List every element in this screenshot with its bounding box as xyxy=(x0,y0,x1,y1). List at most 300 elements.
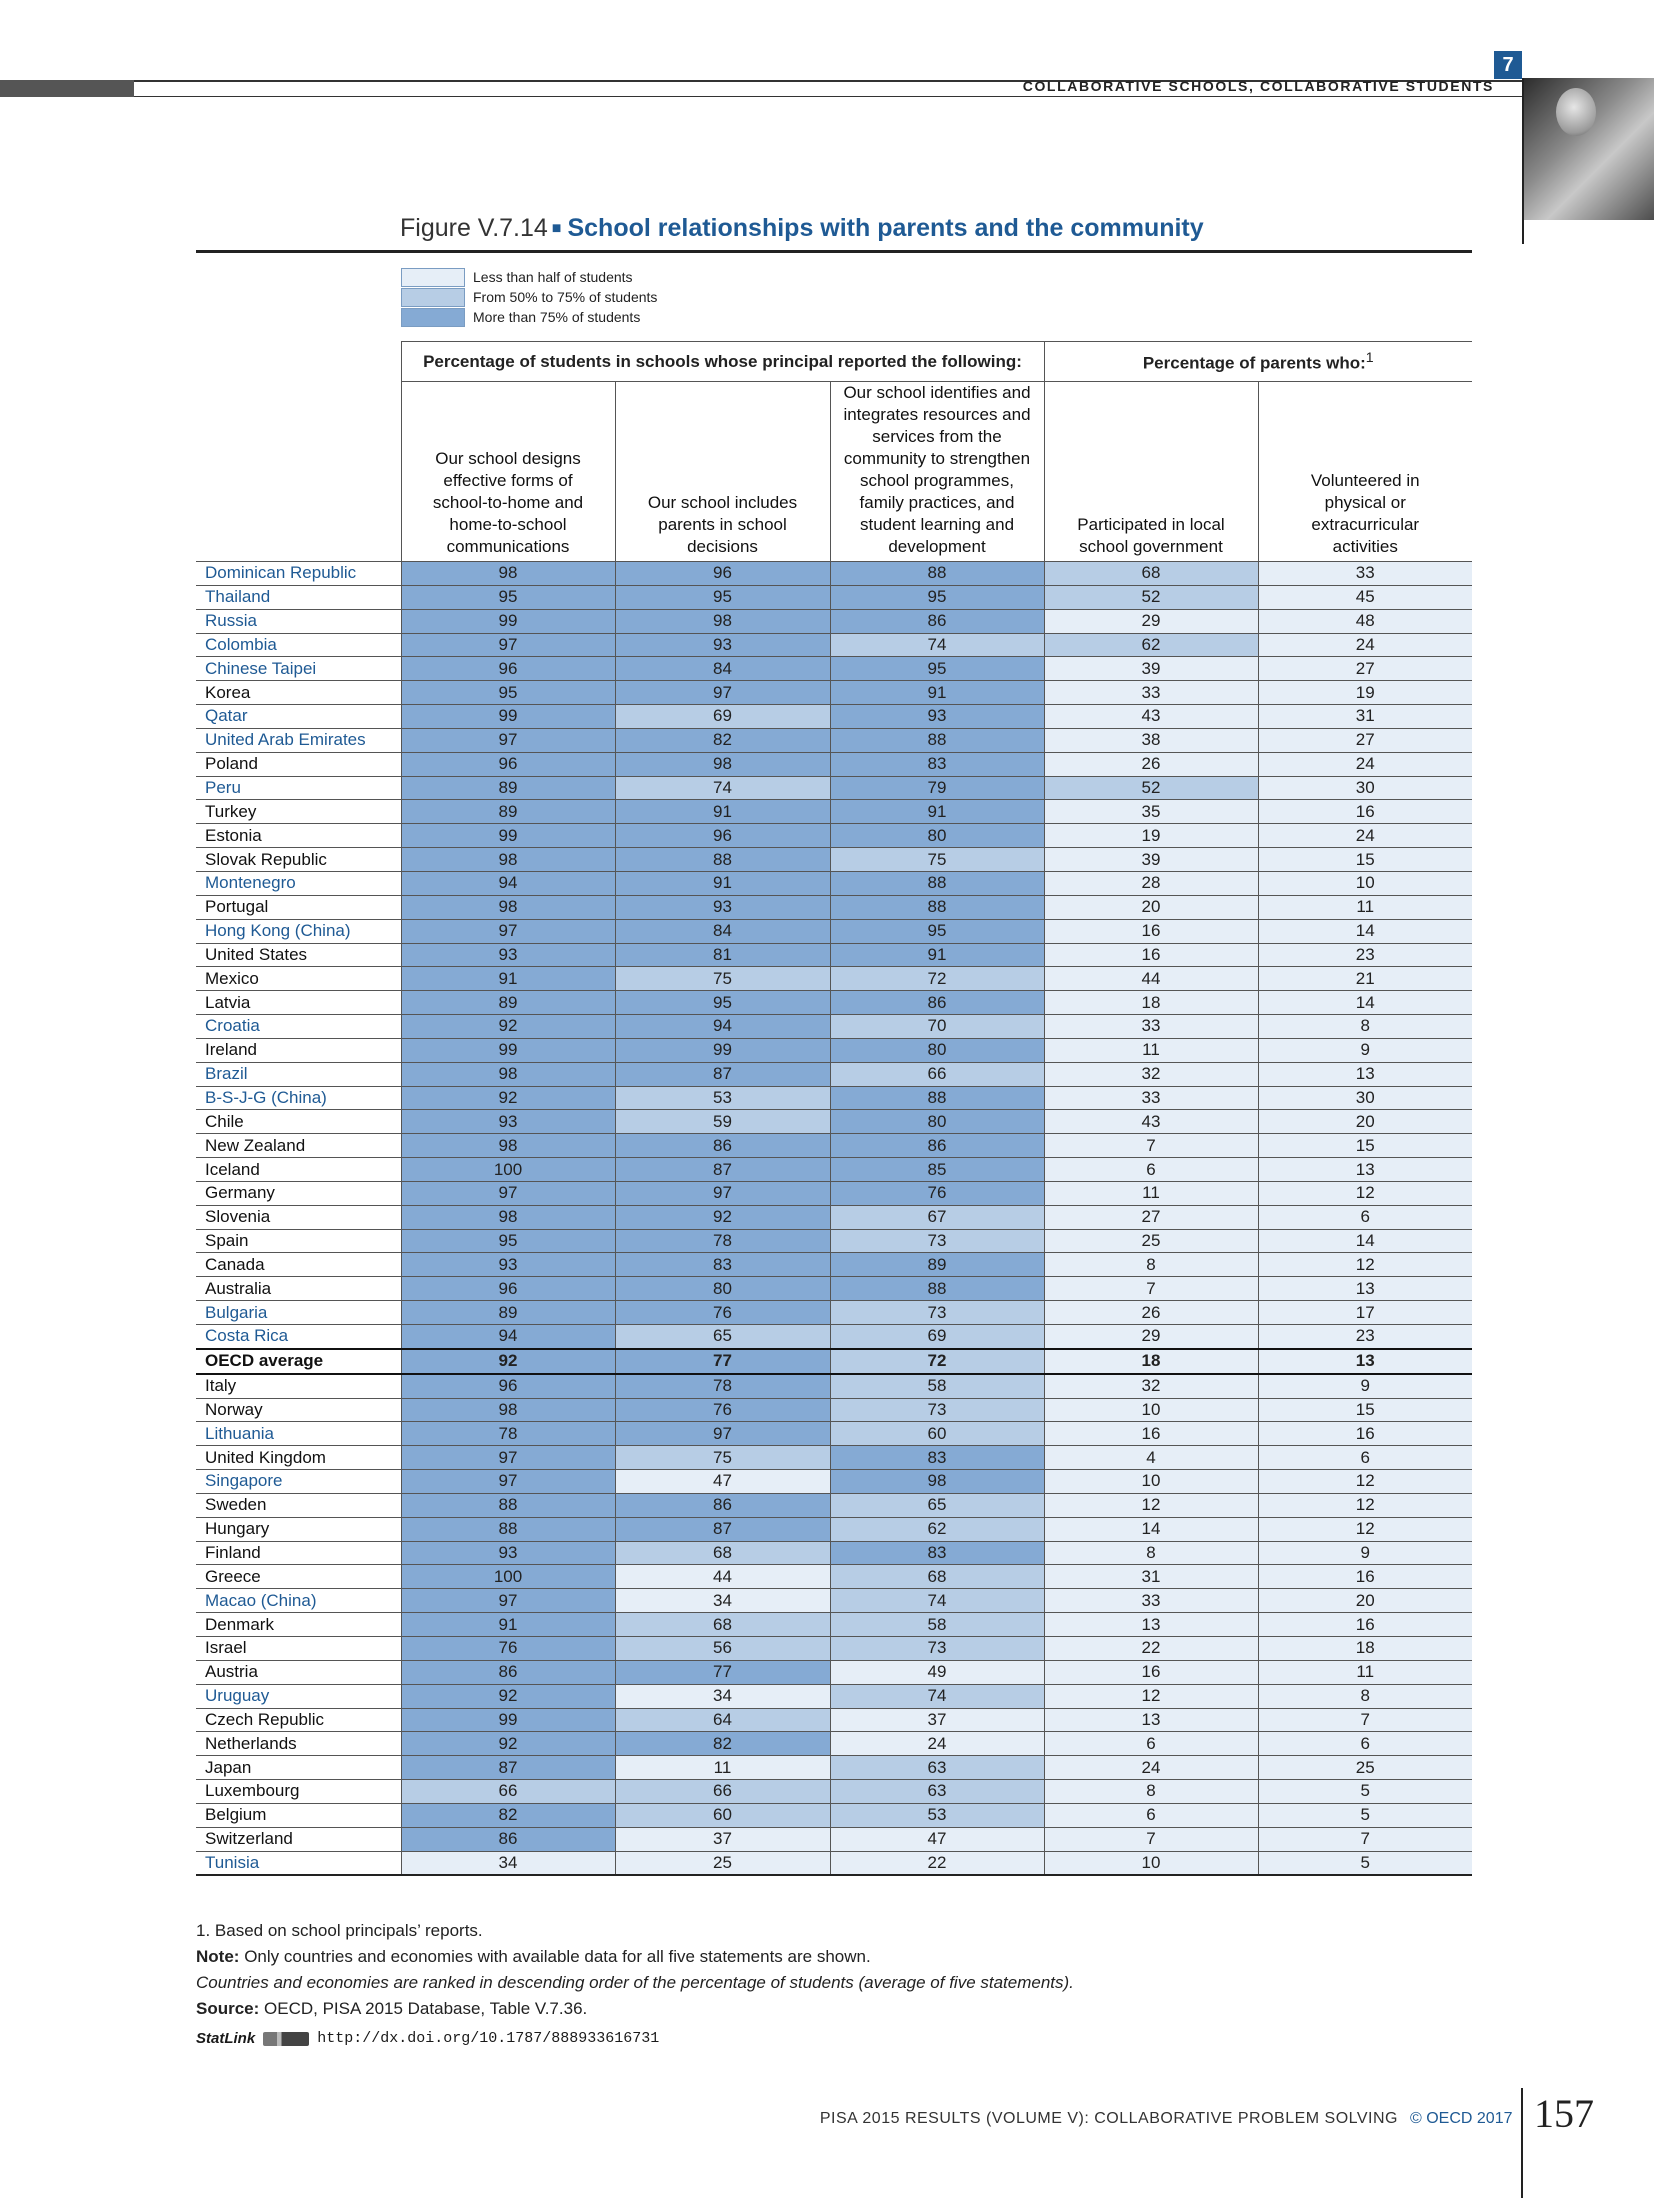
value-cell: 99 xyxy=(401,705,615,729)
value-cell: 37 xyxy=(830,1708,1044,1732)
column-header-communications: Our school designs effective forms of school-to-home and home-to-school communications xyxy=(401,382,615,562)
value-cell: 24 xyxy=(830,1732,1044,1756)
value-cell: 82 xyxy=(615,1732,830,1756)
group-header-parents xyxy=(1044,342,1472,382)
value-cell: 20 xyxy=(1044,895,1258,919)
figure-name: School relationships with parents and the community xyxy=(567,214,1204,242)
table-row xyxy=(196,1803,1472,1827)
source-label: Source: xyxy=(196,1999,260,2018)
value-cell: 76 xyxy=(615,1301,830,1325)
country-name: Slovak Republic xyxy=(196,848,401,872)
value-cell: 34 xyxy=(401,1851,615,1875)
value-cell: 53 xyxy=(830,1803,1044,1827)
value-cell: 24 xyxy=(1258,752,1472,776)
value-cell: 5 xyxy=(1258,1851,1472,1875)
country-name: Hungary xyxy=(196,1517,401,1541)
value-cell: 95 xyxy=(615,991,830,1015)
country-name: Finland xyxy=(196,1541,401,1565)
value-cell: 82 xyxy=(401,1803,615,1827)
value-cell: 92 xyxy=(615,1205,830,1229)
value-cell: 23 xyxy=(1258,1325,1472,1349)
value-cell: 9 xyxy=(1258,1374,1472,1398)
value-cell: 23 xyxy=(1258,943,1472,967)
value-cell: 73 xyxy=(830,1398,1044,1422)
value-cell: 81 xyxy=(615,943,830,967)
value-cell: 87 xyxy=(615,1062,830,1086)
value-cell: 25 xyxy=(1258,1756,1472,1780)
value-cell: 97 xyxy=(401,1181,615,1205)
country-name: Portugal xyxy=(196,895,401,919)
country-name: Russia xyxy=(196,609,401,633)
value-cell: 63 xyxy=(830,1756,1044,1780)
country-name: Spain xyxy=(196,1229,401,1253)
table-row xyxy=(196,1541,1472,1565)
table-row xyxy=(196,1827,1472,1851)
value-cell: 12 xyxy=(1258,1517,1472,1541)
table-row xyxy=(196,585,1472,609)
value-cell: 62 xyxy=(830,1517,1044,1541)
value-cell: 62 xyxy=(1044,633,1258,657)
table-row xyxy=(196,1422,1472,1446)
legend-item xyxy=(401,267,657,287)
value-cell: 88 xyxy=(830,871,1044,895)
value-cell: 8 xyxy=(1258,1015,1472,1039)
value-cell: 75 xyxy=(615,967,830,991)
value-cell: 13 xyxy=(1258,1277,1472,1301)
value-cell: 83 xyxy=(615,1253,830,1277)
value-cell: 69 xyxy=(615,705,830,729)
notes xyxy=(196,1918,1074,2022)
value-cell: 95 xyxy=(401,1229,615,1253)
value-cell: 33 xyxy=(1044,1589,1258,1613)
value-cell: 39 xyxy=(1044,848,1258,872)
value-cell: 64 xyxy=(615,1708,830,1732)
value-cell: 10 xyxy=(1044,1398,1258,1422)
value-cell: 98 xyxy=(401,1398,615,1422)
value-cell: 94 xyxy=(615,1015,830,1039)
value-cell: 15 xyxy=(1258,848,1472,872)
value-cell: 11 xyxy=(1258,1660,1472,1684)
value-cell: 75 xyxy=(830,848,1044,872)
note-line xyxy=(196,1944,1074,1970)
value-cell: 82 xyxy=(615,728,830,752)
value-cell: 60 xyxy=(615,1803,830,1827)
table-row xyxy=(196,1732,1472,1756)
country-name: Uruguay xyxy=(196,1684,401,1708)
value-cell: 7 xyxy=(1258,1827,1472,1851)
value-cell: 95 xyxy=(401,681,615,705)
value-cell: 33 xyxy=(1044,1086,1258,1110)
country-name: Slovenia xyxy=(196,1205,401,1229)
value-cell: 87 xyxy=(615,1517,830,1541)
value-cell: 24 xyxy=(1258,633,1472,657)
table-row xyxy=(196,1158,1472,1182)
value-cell: 52 xyxy=(1044,776,1258,800)
value-cell: 9 xyxy=(1258,1038,1472,1062)
value-cell: 38 xyxy=(1044,728,1258,752)
country-name: Chile xyxy=(196,1110,401,1134)
value-cell: 92 xyxy=(401,1086,615,1110)
country-name: Poland xyxy=(196,752,401,776)
value-cell: 100 xyxy=(401,1565,615,1589)
chapter-photo-face xyxy=(1556,88,1596,136)
statlink-label: StatLink xyxy=(196,2030,256,2047)
table-row xyxy=(196,1493,1472,1517)
note-text: Only countries and economies with available data for all five statements are shown. xyxy=(244,1947,871,1966)
value-cell: 13 xyxy=(1258,1062,1472,1086)
value-cell: 79 xyxy=(830,776,1044,800)
value-cell: 29 xyxy=(1044,1325,1258,1349)
value-cell: 97 xyxy=(401,728,615,752)
table-row xyxy=(196,562,1472,586)
table-row xyxy=(196,1229,1472,1253)
value-cell: 96 xyxy=(401,1277,615,1301)
value-cell: 27 xyxy=(1258,657,1472,681)
value-cell: 93 xyxy=(615,633,830,657)
table-row xyxy=(196,705,1472,729)
value-cell: 91 xyxy=(615,871,830,895)
country-name: Sweden xyxy=(196,1493,401,1517)
value-cell: 84 xyxy=(615,919,830,943)
value-cell: 48 xyxy=(1258,609,1472,633)
country-name: Switzerland xyxy=(196,1827,401,1851)
table-row xyxy=(196,919,1472,943)
table-row xyxy=(196,1398,1472,1422)
value-cell: 34 xyxy=(615,1589,830,1613)
value-cell: 72 xyxy=(830,967,1044,991)
value-cell: 8 xyxy=(1044,1541,1258,1565)
value-cell: 77 xyxy=(615,1349,830,1374)
country-name: Singapore xyxy=(196,1470,401,1494)
value-cell: 8 xyxy=(1258,1684,1472,1708)
table-row xyxy=(196,657,1472,681)
value-cell: 6 xyxy=(1044,1803,1258,1827)
country-name: Denmark xyxy=(196,1613,401,1637)
value-cell: 97 xyxy=(615,681,830,705)
country-name: Lithuania xyxy=(196,1422,401,1446)
value-cell: 89 xyxy=(401,991,615,1015)
legend-label: More than 75% of students xyxy=(473,309,641,325)
value-cell: 58 xyxy=(830,1613,1044,1637)
legend-label: From 50% to 75% of students xyxy=(473,289,658,305)
country-name: Macao (China) xyxy=(196,1589,401,1613)
table-row xyxy=(196,1015,1472,1039)
value-cell: 76 xyxy=(615,1398,830,1422)
value-cell: 28 xyxy=(1044,871,1258,895)
table-body xyxy=(196,562,1472,1876)
value-cell: 20 xyxy=(1258,1110,1472,1134)
country-name: Mexico xyxy=(196,967,401,991)
footnote-marker: 1 xyxy=(1365,349,1374,366)
country-name: Latvia xyxy=(196,991,401,1015)
value-cell: 14 xyxy=(1258,1229,1472,1253)
country-name: Belgium xyxy=(196,1803,401,1827)
photo-divider xyxy=(1522,220,1524,244)
value-cell: 15 xyxy=(1258,1134,1472,1158)
value-cell: 97 xyxy=(615,1422,830,1446)
country-name: Japan xyxy=(196,1756,401,1780)
value-cell: 33 xyxy=(1044,681,1258,705)
source-text: OECD, PISA 2015 Database, Table V.7.36. xyxy=(264,1999,588,2018)
statlink-icon xyxy=(263,2032,309,2046)
value-cell: 24 xyxy=(1258,824,1472,848)
table-row xyxy=(196,1253,1472,1277)
value-cell: 73 xyxy=(830,1636,1044,1660)
country-name: Hong Kong (China) xyxy=(196,919,401,943)
country-name: United Kingdom xyxy=(196,1446,401,1470)
value-cell: 91 xyxy=(401,967,615,991)
value-cell: 65 xyxy=(615,1325,830,1349)
value-cell: 99 xyxy=(401,824,615,848)
footnote: 1. Based on school principals’ reports. xyxy=(196,1921,483,1940)
value-cell: 67 xyxy=(830,1205,1044,1229)
value-cell: 7 xyxy=(1044,1827,1258,1851)
country-name: Korea xyxy=(196,681,401,705)
country-name: Israel xyxy=(196,1636,401,1660)
country-name: New Zealand xyxy=(196,1134,401,1158)
value-cell: 84 xyxy=(615,657,830,681)
value-cell: 88 xyxy=(615,848,830,872)
statlink[interactable] xyxy=(196,2030,659,2047)
value-cell: 92 xyxy=(401,1732,615,1756)
value-cell: 89 xyxy=(401,800,615,824)
value-cell: 8 xyxy=(1044,1253,1258,1277)
figure-number: Figure V.7.14 xyxy=(400,214,548,242)
value-cell: 99 xyxy=(401,1038,615,1062)
value-cell: 16 xyxy=(1044,943,1258,967)
table-row xyxy=(196,1301,1472,1325)
value-cell: 91 xyxy=(830,943,1044,967)
table-row xyxy=(196,1325,1472,1349)
table-row xyxy=(196,1660,1472,1684)
value-cell: 74 xyxy=(830,633,1044,657)
source-line xyxy=(196,1996,1074,2022)
value-cell: 96 xyxy=(615,824,830,848)
country-name: Thailand xyxy=(196,585,401,609)
value-cell: 74 xyxy=(830,1684,1044,1708)
country-name: Estonia xyxy=(196,824,401,848)
value-cell: 93 xyxy=(401,1541,615,1565)
value-cell: 13 xyxy=(1044,1708,1258,1732)
value-cell: 70 xyxy=(830,1015,1044,1039)
country-name: Turkey xyxy=(196,800,401,824)
table-row xyxy=(196,848,1472,872)
country-name: B-S-J-G (China) xyxy=(196,1086,401,1110)
value-cell: 27 xyxy=(1044,1205,1258,1229)
value-cell: 45 xyxy=(1258,585,1472,609)
value-cell: 21 xyxy=(1258,967,1472,991)
value-cell: 93 xyxy=(401,943,615,967)
value-cell: 95 xyxy=(830,585,1044,609)
value-cell: 7 xyxy=(1258,1708,1472,1732)
value-cell: 94 xyxy=(401,1325,615,1349)
value-cell: 14 xyxy=(1258,991,1472,1015)
value-cell: 12 xyxy=(1258,1181,1472,1205)
table-row xyxy=(196,1780,1472,1804)
value-cell: 95 xyxy=(615,585,830,609)
country-name: Greece xyxy=(196,1565,401,1589)
value-cell: 73 xyxy=(830,1229,1044,1253)
value-cell: 10 xyxy=(1044,1470,1258,1494)
country-name: Luxembourg xyxy=(196,1780,401,1804)
value-cell: 53 xyxy=(615,1086,830,1110)
data-table xyxy=(196,341,1472,1876)
value-cell: 97 xyxy=(401,1446,615,1470)
value-cell: 68 xyxy=(615,1541,830,1565)
table-row xyxy=(196,752,1472,776)
country-name: Dominican Republic xyxy=(196,562,401,586)
value-cell: 14 xyxy=(1258,919,1472,943)
value-cell: 92 xyxy=(401,1015,615,1039)
value-cell: 94 xyxy=(401,871,615,895)
value-cell: 5 xyxy=(1258,1803,1472,1827)
value-cell: 16 xyxy=(1258,800,1472,824)
value-cell: 91 xyxy=(830,800,1044,824)
value-cell: 26 xyxy=(1044,752,1258,776)
table-row xyxy=(196,1517,1472,1541)
country-name: Chinese Taipei xyxy=(196,657,401,681)
value-cell: 43 xyxy=(1044,1110,1258,1134)
value-cell: 88 xyxy=(830,895,1044,919)
country-name: Peru xyxy=(196,776,401,800)
value-cell: 33 xyxy=(1044,1015,1258,1039)
header-dark-band xyxy=(0,80,134,97)
value-cell: 30 xyxy=(1258,776,1472,800)
value-cell: 49 xyxy=(830,1660,1044,1684)
table-row xyxy=(196,728,1472,752)
oecd-average-row xyxy=(196,1349,1472,1374)
table-row xyxy=(196,1470,1472,1494)
table-row xyxy=(196,1277,1472,1301)
value-cell: 26 xyxy=(1044,1301,1258,1325)
value-cell: 68 xyxy=(830,1565,1044,1589)
value-cell: 44 xyxy=(1044,967,1258,991)
value-cell: 16 xyxy=(1044,1422,1258,1446)
value-cell: 11 xyxy=(1044,1038,1258,1062)
value-cell: 95 xyxy=(401,585,615,609)
value-cell: 80 xyxy=(830,1110,1044,1134)
table-row xyxy=(196,1110,1472,1134)
value-cell: 15 xyxy=(1258,1398,1472,1422)
table-row xyxy=(196,1205,1472,1229)
value-cell: 43 xyxy=(1044,705,1258,729)
chapter-title: COLLABORATIVE SCHOOLS, COLLABORATIVE STUDENTS xyxy=(1022,78,1494,94)
country-name: OECD average xyxy=(196,1349,401,1374)
value-cell: 78 xyxy=(615,1229,830,1253)
value-cell: 6 xyxy=(1044,1158,1258,1182)
value-cell: 13 xyxy=(1258,1158,1472,1182)
value-cell: 44 xyxy=(615,1565,830,1589)
value-cell: 78 xyxy=(401,1422,615,1446)
value-cell: 6 xyxy=(1258,1446,1472,1470)
value-cell: 86 xyxy=(830,1134,1044,1158)
legend-item xyxy=(401,307,657,327)
value-cell: 19 xyxy=(1258,681,1472,705)
value-cell: 86 xyxy=(830,609,1044,633)
country-name: Montenegro xyxy=(196,871,401,895)
value-cell: 80 xyxy=(830,824,1044,848)
value-cell: 74 xyxy=(615,776,830,800)
value-cell: 89 xyxy=(401,776,615,800)
country-header-blank xyxy=(196,382,401,562)
value-cell: 93 xyxy=(401,1110,615,1134)
legend-swatch xyxy=(401,268,465,287)
table-row xyxy=(196,1589,1472,1613)
ranking-note: Countries and economies are ranked in descending order of the percentage of students (average of five statements). xyxy=(196,1973,1074,1992)
value-cell: 88 xyxy=(830,728,1044,752)
value-cell: 88 xyxy=(401,1493,615,1517)
country-name: Netherlands xyxy=(196,1732,401,1756)
table-row xyxy=(196,1134,1472,1158)
value-cell: 56 xyxy=(615,1636,830,1660)
country-name: Austria xyxy=(196,1660,401,1684)
table-row xyxy=(196,895,1472,919)
value-cell: 12 xyxy=(1044,1684,1258,1708)
country-name: United Arab Emirates xyxy=(196,728,401,752)
figure-title xyxy=(400,214,1204,243)
value-cell: 98 xyxy=(401,562,615,586)
country-name: Bulgaria xyxy=(196,1301,401,1325)
value-cell: 100 xyxy=(401,1158,615,1182)
value-cell: 16 xyxy=(1044,919,1258,943)
value-cell: 11 xyxy=(1044,1181,1258,1205)
value-cell: 96 xyxy=(401,1374,615,1398)
value-cell: 18 xyxy=(1044,1349,1258,1374)
value-cell: 16 xyxy=(1258,1422,1472,1446)
country-name: Brazil xyxy=(196,1062,401,1086)
table-row xyxy=(196,1851,1472,1875)
footer-copyright: © OECD 2017 xyxy=(1410,2110,1513,2127)
value-cell: 88 xyxy=(830,1277,1044,1301)
value-cell: 12 xyxy=(1044,1493,1258,1517)
table-row xyxy=(196,1613,1472,1637)
value-cell: 18 xyxy=(1258,1636,1472,1660)
value-cell: 96 xyxy=(401,752,615,776)
table-row xyxy=(196,1565,1472,1589)
table-row xyxy=(196,1086,1472,1110)
value-cell: 99 xyxy=(615,1038,830,1062)
value-cell: 58 xyxy=(830,1374,1044,1398)
value-cell: 97 xyxy=(401,1470,615,1494)
value-cell: 97 xyxy=(401,919,615,943)
value-cell: 93 xyxy=(401,1253,615,1277)
legend-swatch xyxy=(401,288,465,307)
value-cell: 97 xyxy=(615,1181,830,1205)
country-name: Costa Rica xyxy=(196,1325,401,1349)
corner-blank xyxy=(196,342,401,382)
value-cell: 88 xyxy=(830,1086,1044,1110)
value-cell: 96 xyxy=(615,562,830,586)
table-row xyxy=(196,1636,1472,1660)
legend xyxy=(401,267,657,327)
table-row xyxy=(196,633,1472,657)
chapter-number-badge: 7 xyxy=(1494,51,1522,79)
value-cell: 76 xyxy=(830,1181,1044,1205)
value-cell: 72 xyxy=(830,1349,1044,1374)
value-cell: 76 xyxy=(401,1636,615,1660)
value-cell: 99 xyxy=(401,1708,615,1732)
value-cell: 88 xyxy=(401,1517,615,1541)
value-cell: 12 xyxy=(1258,1470,1472,1494)
value-cell: 68 xyxy=(1044,562,1258,586)
value-cell: 87 xyxy=(401,1756,615,1780)
value-cell: 5 xyxy=(1258,1780,1472,1804)
value-cell: 98 xyxy=(830,1470,1044,1494)
statlink-url[interactable]: http://dx.doi.org/10.1787/888933616731 xyxy=(317,2030,660,2047)
table-row xyxy=(196,1684,1472,1708)
value-cell: 52 xyxy=(1044,585,1258,609)
table-row xyxy=(196,943,1472,967)
